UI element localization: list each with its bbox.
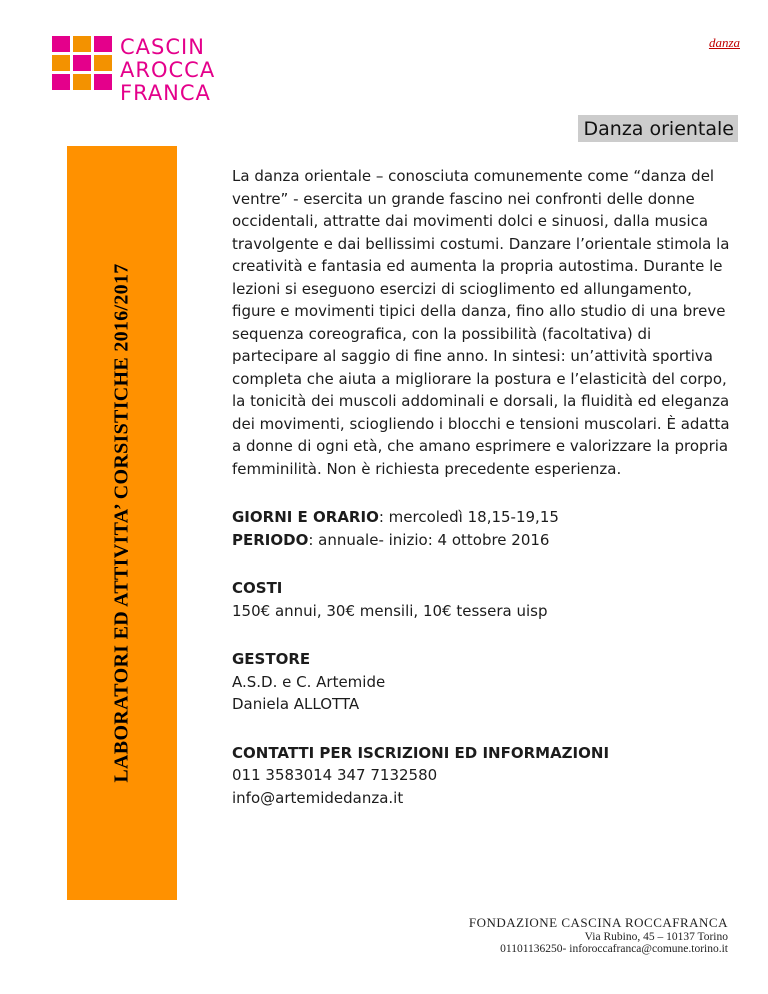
manager-line: Daniela ALLOTTA bbox=[232, 695, 360, 713]
period-value: : annuale- inizio: 4 ottobre 2016 bbox=[308, 530, 550, 549]
contacts-email[interactable]: info@artemidedanza.it bbox=[232, 788, 404, 807]
footer-address: Via Rubino, 45 – 10137 Torino bbox=[584, 931, 728, 943]
sidebar-banner bbox=[67, 146, 177, 900]
schedule-label: GIORNI E ORARIO bbox=[232, 508, 379, 526]
logo-mosaic-icon bbox=[52, 36, 116, 104]
manager-line: A.S.D. e C. Artemide bbox=[232, 672, 386, 691]
footer-org: FONDAZIONE CASCINA ROCCAFRANCA bbox=[468, 915, 728, 930]
contacts-heading: CONTATTI PER ISCRIZIONI ED INFORMAZIONI bbox=[232, 743, 610, 762]
category-link[interactable]: danza bbox=[708, 35, 740, 50]
course-description: La danza orientale – conosciuta comunemente come “danza del ventre” - esercita un grande fascino nei confronti delle donne occidentali, attratte dai movimenti dolci e sinuosi, dalla musica travolgente e dai bellissimi costumi. Danzare l’orientale stimola la creatività e fantasia ed aumenta la propria autostima. Durante le lezioni si eseguono esercizi di scioglimento ed allungamento, figure e movimenti tipici della danza, fino allo studio di una breve sequenza coreografica, con la possibilità (facoltativa) di partecipare al saggio di fine anno. In sintesi: un’attività sportiva completa che aiuta a migliorare la postura e l’elasticità del corpo, la tonicità dei muscoli addominali e dorsali, la fluidità ed eleganza dei movimenti, sciogliendo i blocchi e tensioni muscolari. È adatta a donne di ogni età, che amano esprimere e valorizzare la propria femminilità. Non è richiesta precedente esperienza. bbox=[232, 167, 730, 478]
logo-line: AROCCA bbox=[120, 58, 216, 82]
period-label: PERIODO bbox=[232, 530, 309, 549]
period-row bbox=[232, 529, 732, 552]
logo-wordmark bbox=[120, 36, 215, 105]
page-title: Danza orientale bbox=[578, 115, 738, 142]
costs-section bbox=[232, 577, 732, 622]
contacts-section bbox=[232, 742, 732, 810]
footer-contact: 01101136250- inforoccafranca@comune.torino.it bbox=[500, 943, 728, 955]
logo-line: FRANCA bbox=[120, 81, 211, 105]
schedule-block bbox=[232, 506, 732, 551]
contacts-phone: 011 3583014 347 7132580 bbox=[232, 766, 438, 784]
costs-heading: COSTI bbox=[232, 579, 283, 597]
logo-line: CASCIN bbox=[120, 35, 205, 59]
manager-heading: GESTORE bbox=[232, 650, 311, 668]
sidebar-banner-text: LABORATORI ED ATTIVITA’ CORSISTICHE 2016/2017 bbox=[110, 263, 133, 783]
course-content bbox=[232, 165, 732, 809]
schedule-row bbox=[232, 506, 732, 529]
cascina-roccafranca-logo bbox=[48, 32, 224, 108]
schedule-value: : mercoledì 18,15-19,15 bbox=[378, 508, 559, 526]
costs-value: 150€ annui, 30€ mensili, 10€ tessera uisp bbox=[232, 601, 548, 620]
footer bbox=[469, 915, 728, 955]
manager-section bbox=[232, 648, 732, 716]
